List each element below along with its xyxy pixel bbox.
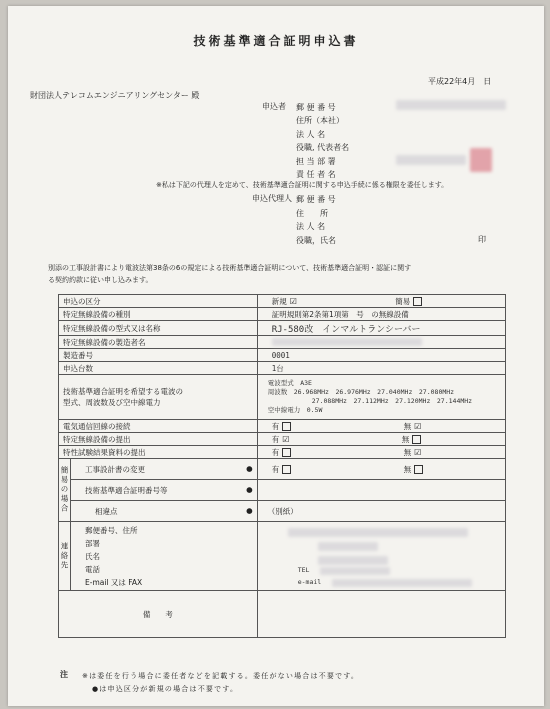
bullet-mark: ●	[246, 505, 253, 515]
label-wave	[59, 375, 258, 420]
value-type: 証明規則第2条第1項第 号 の無線設備	[257, 308, 505, 321]
value-wave	[257, 375, 505, 420]
agent-heading: 申込代理人	[252, 194, 292, 203]
contact-name-label: 氏名	[85, 551, 100, 561]
contact-email-label: E-mail 又は FAX	[85, 577, 143, 587]
option-no: 無	[403, 447, 412, 457]
label-wave-2: 型式、周波数及び空中線電力	[63, 398, 161, 407]
label-simple-group: 簡易の場合	[59, 459, 71, 522]
option-simple: 簡易	[395, 296, 411, 306]
label-serial: 製造番号	[59, 349, 258, 362]
value-equip-supply	[257, 433, 505, 446]
redacted-manager	[396, 155, 466, 165]
wave-type: 電波型式 A3E	[267, 379, 312, 387]
option-yes: 有	[271, 421, 280, 431]
contact-tel-prefix: TEL	[297, 566, 310, 574]
row-simple-change	[59, 459, 506, 480]
applicant-address-label: 住所（本社）	[296, 116, 344, 126]
row-serial	[59, 349, 506, 362]
bullet-mark: ●	[246, 484, 253, 494]
row-type	[59, 308, 506, 321]
label-model: 特定無線設備の型式又は名称	[59, 321, 258, 336]
proxy-note: ※私は下記の代理人を定めて、技術基準適合証明に関する申込手続に係る権限を委任します。	[156, 181, 449, 189]
value-contact	[257, 522, 505, 591]
label-type: 特定無線設備の種別	[59, 308, 258, 321]
contact-phone-label: 電話	[85, 564, 100, 574]
label-line-conn: 電気通信回線の接続	[59, 420, 258, 433]
checkbox-no-icon[interactable]	[412, 435, 421, 444]
row-contact	[59, 522, 506, 591]
agent-postal-label: 郵 便 番 号	[296, 195, 336, 204]
note-2: ●は申込区分が新規の場合は不要です。	[92, 685, 239, 693]
value-simple-diff: （別紙）	[257, 501, 505, 522]
checkbox-yes-icon[interactable]	[282, 422, 291, 431]
seal-stamp	[470, 148, 492, 172]
label-category: 申込の区分	[59, 295, 258, 308]
label-simple-cert: 技術基準適合証明番号等 ●	[71, 480, 258, 501]
checkbox-yes-checked-icon[interactable]: ☑	[282, 435, 290, 444]
row-category	[59, 295, 506, 308]
row-count	[59, 362, 506, 375]
row-model	[59, 321, 506, 336]
seal-mark: 印	[478, 235, 486, 244]
date: 平成22年4月 日	[428, 77, 492, 86]
value-remarks	[257, 591, 505, 638]
option-no: 無	[403, 464, 412, 474]
wave-freq-2: 27.088MHz 27.112MHz 27.120MHz 27.144MHz	[311, 397, 473, 405]
value-category	[257, 295, 505, 308]
label-contact-group: 連絡先	[59, 522, 71, 591]
option-yes: 有	[271, 464, 280, 474]
checkbox-yes-icon[interactable]	[282, 448, 291, 457]
row-line-conn	[59, 420, 506, 433]
value-maker	[257, 336, 505, 349]
intro-line-1: 別添の工事設計書により電波法第38条の6の規定による技術基準適合証明について、技術基準適合証明・認証に関す	[48, 264, 412, 272]
redacted-postal	[396, 100, 506, 110]
notes	[82, 670, 359, 696]
option-no: 無	[403, 421, 412, 431]
agent-address-label: 住 所	[296, 208, 328, 218]
addressee: 財団法人テレコムエンジニアリングセンター 殿	[30, 91, 200, 100]
checkbox-simple-icon[interactable]	[413, 297, 422, 306]
row-char-test	[59, 446, 506, 459]
intro-line-2: る契約約款に従い申し込みます。	[48, 276, 153, 284]
intro-text	[48, 262, 411, 286]
agent-fields	[296, 193, 336, 247]
row-equip-supply	[59, 433, 506, 446]
checkbox-no-icon[interactable]	[414, 465, 423, 474]
row-simple-cert	[59, 480, 506, 501]
contact-address-label: 郵便番号、住所	[85, 525, 138, 535]
checkbox-no-checked-icon[interactable]: ☑	[414, 422, 422, 431]
label-contact-fields	[71, 522, 258, 591]
applicant-postal-label: 郵 便 番 号	[296, 103, 336, 112]
value-simple-cert	[257, 480, 505, 501]
agent-corp-label: 法 人 名	[296, 222, 326, 231]
contact-dept-label: 部署	[85, 538, 100, 548]
label-simple-diff: 相違点 ●	[71, 501, 258, 522]
agent-name-label: 役職，氏名	[296, 235, 336, 245]
row-simple-diff	[59, 501, 506, 522]
bullet-mark: ●	[246, 463, 253, 473]
applicant-fields	[296, 101, 349, 181]
label-remarks: 備 考	[59, 591, 258, 638]
label-equip-supply: 特定無線設備の提出	[59, 433, 258, 446]
value-count: 1台	[257, 362, 505, 375]
value-simple-change	[257, 459, 505, 480]
application-form-page	[8, 6, 544, 706]
value-model: RJ-580改 インマルトランシーバー	[257, 321, 505, 336]
label-char-test: 特性試験結果資料の提出	[59, 446, 258, 459]
option-new: 新規	[271, 296, 287, 306]
applicant-manager-label: 責 任 者 名	[296, 170, 336, 180]
contact-email-prefix: e-mail	[297, 578, 322, 586]
applicant-corp-label: 法 人 名	[296, 129, 326, 139]
value-line-conn	[257, 420, 505, 433]
value-serial: 0001	[257, 349, 505, 362]
checkbox-new-checked-icon[interactable]: ☑	[289, 297, 297, 306]
applicant-heading: 申込者	[262, 102, 286, 111]
notes-head: 注	[60, 670, 68, 679]
label-wave-1: 技術基準適合証明を希望する電波の	[63, 387, 183, 396]
label-maker: 特定無線設備の製造者名	[59, 336, 258, 349]
applicant-dept-label: 担 当 部 署	[296, 156, 336, 166]
label-simple-change: 工事設計書の変更 ●	[71, 459, 258, 480]
value-char-test	[257, 446, 505, 459]
wave-freq-1: 周波数 26.968MHz 26.976MHz 27.040MHz 27.080MHz	[267, 388, 455, 396]
checkbox-yes-icon[interactable]	[282, 465, 291, 474]
note-1: ※は委任を行う場合に委任者などを記載する。委任がない場合は不要です。	[82, 672, 360, 680]
option-no: 無	[401, 434, 410, 444]
option-yes: 有	[271, 447, 280, 457]
page-title: 技術基準適合証明申込書	[193, 34, 359, 48]
option-yes: 有	[271, 434, 280, 444]
row-wave	[59, 375, 506, 420]
row-remarks	[59, 591, 506, 638]
application-table	[58, 294, 506, 638]
applicant-rep-label: 役職, 代表者名	[296, 143, 350, 153]
wave-power: 空中線電力 0.5W	[267, 406, 323, 414]
checkbox-no-checked-icon[interactable]: ☑	[414, 448, 422, 457]
row-maker	[59, 336, 506, 349]
label-count: 申込台数	[59, 362, 258, 375]
